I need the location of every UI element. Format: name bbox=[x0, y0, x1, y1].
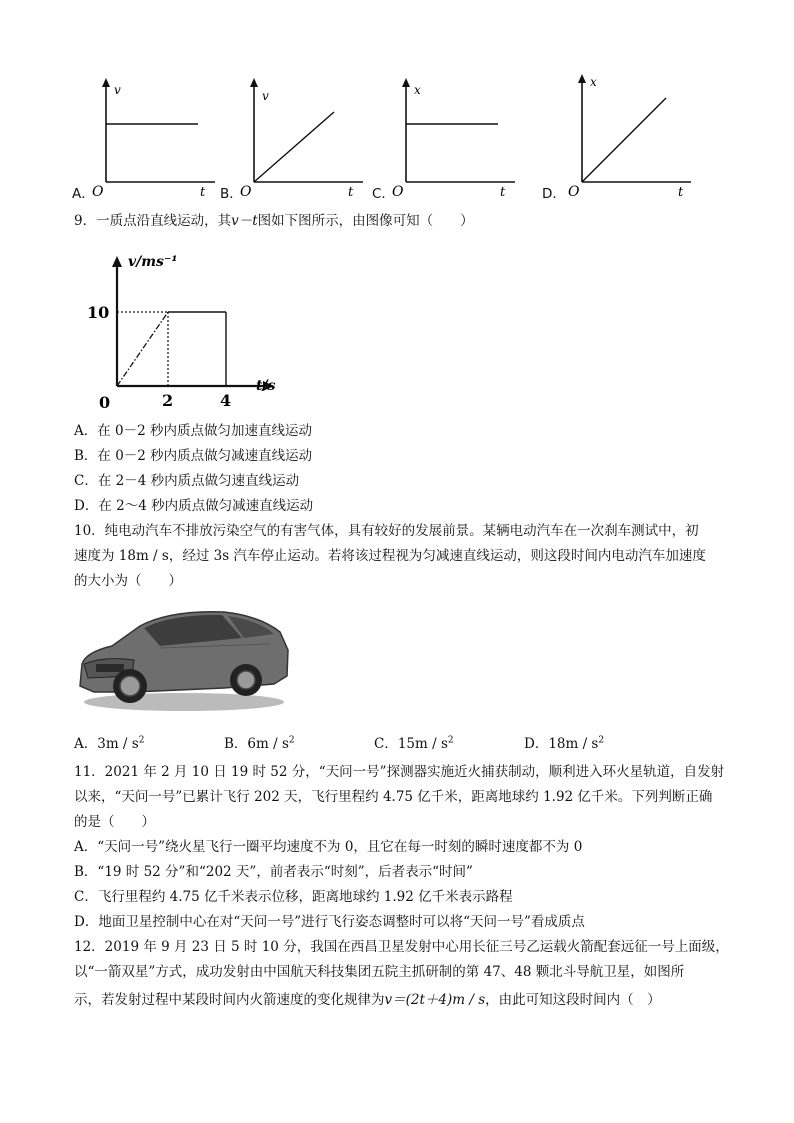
q10-option-d: D．$18m / s^2$ bbox=[524, 735, 605, 752]
q8-option-b-graph bbox=[238, 70, 368, 198]
q12-line1: 12．2019 年 9 月 23 日 5 时 10 分，我国在西昌卫星发射中心用长征三号乙运载火箭配套远征一号上面级， bbox=[74, 939, 729, 955]
q9-option-b: B．在 0－2 秒内质点做匀减速直线运动 bbox=[74, 448, 313, 464]
q8a-ylabel: v bbox=[114, 83, 121, 97]
q8b-xlabel: t bbox=[348, 185, 354, 198]
q9-stem: 9．一质点沿直线运动，其v－t图如下图所示，由图像可知（ ） bbox=[74, 213, 474, 229]
q11-line3: 的是（ ） bbox=[74, 814, 155, 830]
q9-option-d: D．在 2～4 秒内质点做匀减速直线运动 bbox=[74, 498, 314, 514]
q9-option-a: A．在 0－2 秒内质点做匀加速直线运动 bbox=[74, 423, 313, 439]
q8d-origin: O bbox=[568, 184, 580, 198]
q12-line3: 示，若发射过程中某段时间内火箭速度的变化规律为v＝(2t＋4)m / s，由此可知这段时间内（ ） bbox=[74, 992, 661, 1008]
q8b-ylabel: v bbox=[262, 89, 269, 103]
q11-option-d: D．地面卫星控制中心在对“天问一号”进行飞行姿态调整时可以将“天问一号”看成质点 bbox=[74, 914, 585, 930]
q9-tick-4: 4 bbox=[220, 391, 232, 410]
q9-tick-0: 0 bbox=[99, 393, 111, 412]
q10-line3: 的大小为（ ） bbox=[74, 573, 182, 589]
q9-tick-2: 2 bbox=[162, 391, 174, 410]
q8c-ylabel: x bbox=[414, 83, 421, 97]
q10-line2: 速度为 18m / s，经过 3s 汽车停止运动。若将该过程视为匀减速直线运动，则这段时间内电动汽车加速度 bbox=[74, 548, 706, 564]
q8a-origin: O bbox=[92, 184, 104, 198]
q11-option-b: B．“19 时 52 分”和“202 天”，前者表示“时刻”，后者表示“时间” bbox=[74, 864, 473, 880]
q8-option-d-label: D． bbox=[542, 186, 566, 202]
q10-line1: 10．纯电动汽车不排放污染空气的有害气体，具有较好的发展前景。某辆电动汽车在一次刹车测试中，初 bbox=[74, 523, 699, 539]
q8d-ylabel: x bbox=[590, 75, 597, 89]
q8-option-a-label: A． bbox=[72, 186, 95, 202]
q8-option-d-graph bbox=[566, 70, 696, 198]
q8c-xlabel: t bbox=[500, 185, 506, 198]
q9-tick-10: 10 bbox=[87, 303, 110, 322]
q12-line2: 以“一箭双星”方式，成功发射由中国航天科技集团五院主抓研制的第 47、48 颗北斗导航卫星，如图所 bbox=[74, 964, 685, 980]
q11-line1: 11．2021 年 2 月 10 日 19 时 52 分，“天问一号”探测器实施近火捕获制动，顺利进入环火星轨道，自发射 bbox=[74, 764, 725, 780]
q9-ylabel: v/ms⁻¹ bbox=[128, 254, 178, 270]
q8a-xlabel: t bbox=[200, 185, 206, 198]
q8c-origin: O bbox=[392, 184, 404, 198]
q8-option-graphs bbox=[70, 70, 720, 200]
q10-options bbox=[74, 732, 694, 752]
q11-option-a: A．“天问一号”绕火星飞行一圈平均速度不为 0，且它在每一时刻的瞬时速度都不为 0 bbox=[74, 839, 583, 855]
q8d-xlabel: t bbox=[678, 185, 684, 198]
q8b-origin: O bbox=[240, 184, 252, 198]
car-image bbox=[74, 598, 294, 716]
q9-vt-graph bbox=[86, 244, 296, 414]
q8-option-b-label: B． bbox=[220, 186, 243, 202]
q10-option-c: C．$15m / s^2$ bbox=[374, 735, 454, 752]
q8-option-c-label: C． bbox=[372, 186, 395, 202]
q9-xlabel: t/s bbox=[256, 378, 276, 394]
q12-formula: v＝(2t＋4)m / s bbox=[384, 992, 486, 1008]
q10-option-a: A．$3m / s^2$ bbox=[74, 735, 145, 752]
q11-option-c: C．飞行里程约 4.75 亿千米表示位移，距离地球约 1.92 亿千米表示路程 bbox=[74, 889, 513, 905]
q9-option-c: C．在 2－4 秒内质点做匀速直线运动 bbox=[74, 473, 300, 489]
q10-option-b: B．$6m / s^2$ bbox=[224, 735, 295, 752]
q8-option-a-graph bbox=[90, 70, 220, 198]
q11-line2: 以来，“天问一号”已累计飞行 202 天，飞行里程约 4.75 亿千米，距离地球约 1.92 亿千米。下列判断正确 bbox=[74, 789, 713, 805]
q8-option-c-graph bbox=[390, 70, 520, 198]
